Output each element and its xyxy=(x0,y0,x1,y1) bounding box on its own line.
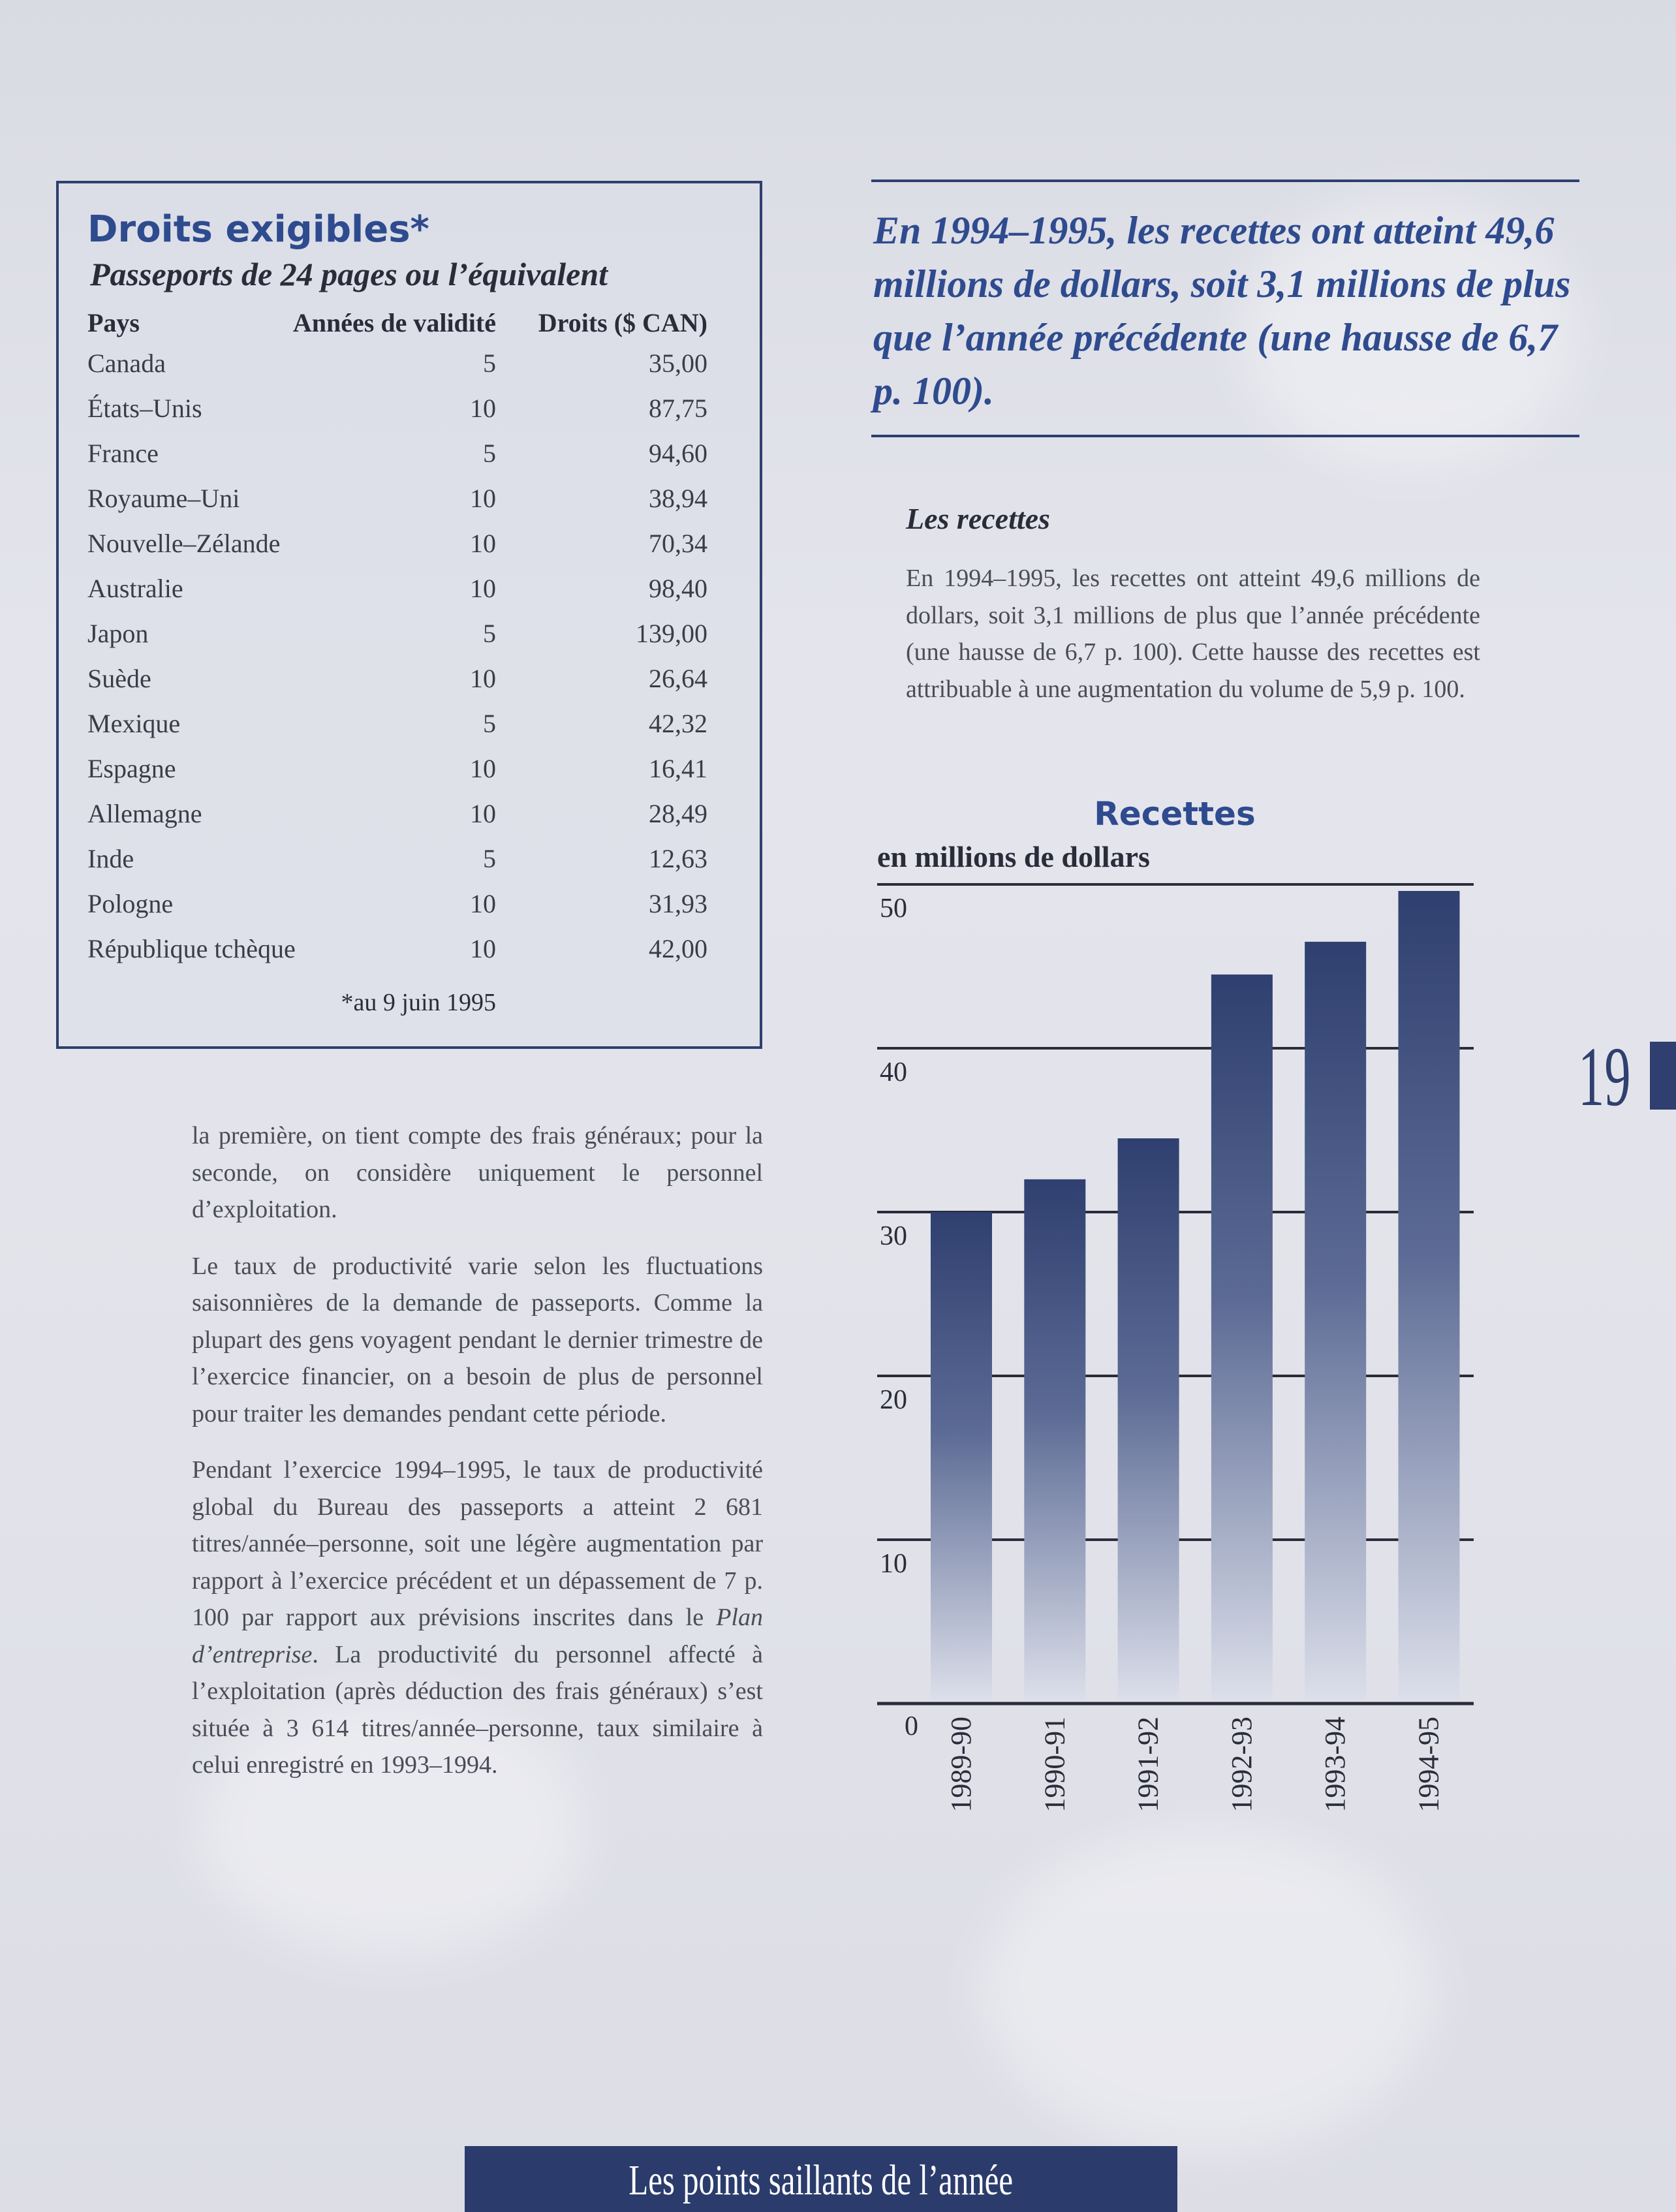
cell-country: Suède xyxy=(87,664,151,693)
cell-years: 5 xyxy=(483,844,496,873)
cell-years: 10 xyxy=(470,934,496,963)
cell-fee: 35,00 xyxy=(649,349,707,378)
cell-fee: 16,41 xyxy=(649,754,707,783)
cell-fee: 87,75 xyxy=(649,394,707,423)
cell-years: 10 xyxy=(470,574,496,603)
left-body-text xyxy=(192,1117,763,1803)
fee-table-title: Droits exigibles* xyxy=(87,208,429,251)
bar xyxy=(1118,1138,1179,1700)
page-tab-marker xyxy=(1650,1042,1676,1110)
cell-fee: 38,94 xyxy=(649,484,707,513)
cell-years: 10 xyxy=(470,799,496,828)
cell-country: Japon xyxy=(87,619,149,648)
table-row xyxy=(59,798,760,843)
table-row xyxy=(59,528,760,573)
header-country: Pays xyxy=(87,308,140,337)
cell-country: Nouvelle–Zélande xyxy=(87,529,281,558)
table-row xyxy=(59,753,760,798)
cell-country: Inde xyxy=(87,844,134,873)
y-tick-label: 20 xyxy=(880,1385,907,1415)
background-light xyxy=(979,1828,1436,2154)
cell-fee: 94,60 xyxy=(649,439,707,468)
cell-country: Espagne xyxy=(87,754,176,783)
table-row xyxy=(59,438,760,483)
highlight-quote: En 1994–1995, les recettes ont atteint 49,6 millions de dollars, soit 3,1 millions de plus que l’année précédente (une hausse de 6,7 p. 100). xyxy=(873,209,1571,413)
footer-label: Les points saillants de l’année xyxy=(628,2157,1014,2204)
cell-years: 10 xyxy=(470,754,496,783)
chart-y-ticks xyxy=(880,894,918,1741)
table-row xyxy=(59,843,760,888)
cell-fee: 139,00 xyxy=(636,619,707,648)
table-row xyxy=(59,348,760,393)
cell-years: 5 xyxy=(483,439,496,468)
plan-reference: Plan d’entreprise xyxy=(192,1604,763,1668)
y-tick-label: 0 xyxy=(905,1711,918,1741)
cell-years: 10 xyxy=(470,529,496,558)
page-number: 19 xyxy=(1578,1030,1631,1124)
cell-country: Pologne xyxy=(87,889,174,918)
cell-years: 5 xyxy=(483,619,496,648)
chart-bars xyxy=(931,891,1460,1700)
cell-years: 10 xyxy=(470,484,496,513)
body-text: Pendant l’exercice 1994–1995, le taux de productivité global du Bureau des passeports a atteint 2 681 titres/année–personne, soit une légère augmentation par rapport à l’exercice précédent et un dépassement de 7 p. 100 par rapport aux prévisions inscrites dans le xyxy=(192,1456,763,1631)
table-row xyxy=(59,618,760,663)
footer-banner xyxy=(465,2146,1177,2212)
y-tick-label: 30 xyxy=(880,1221,907,1251)
cell-years: 5 xyxy=(483,709,496,738)
cell-country: République tchèque xyxy=(87,934,296,963)
cell-fee: 42,00 xyxy=(649,934,707,963)
body-paragraph: Le taux de productivité varie selon les fluctuations saisonnières de la demande de passeports. Comme la plupart des gens voyagent pendant le dernier trimestre de l’exercice financier, on a besoin de plus de personnel pour traiter les demandes pendant cette période. xyxy=(192,1252,763,1427)
table-row xyxy=(59,708,760,753)
body-paragraph: la première, on tient compte des frais généraux; pour la seconde, on considère uniquement le personnel d’exploitation. xyxy=(192,1122,763,1223)
highlight-top-rule xyxy=(871,179,1579,182)
fee-table-box xyxy=(56,181,762,1049)
fee-table-footnote: *au 9 juin 1995 xyxy=(341,989,496,1016)
bar xyxy=(1399,891,1460,1700)
cell-country: Royaume–Uni xyxy=(87,484,240,513)
cell-fee: 70,34 xyxy=(649,529,707,558)
chart-x-ticks xyxy=(945,1717,1445,1813)
body-text: . La productivité du personnel affecté à l’exploitation (après déduction des frais généraux) s’est située à 3 614 titres/année–personne, taux similaire à celui enregistré en 1993–1994. xyxy=(192,1640,763,1779)
chart-title: Recettes xyxy=(1094,795,1256,833)
table-row xyxy=(59,393,760,438)
fee-table-subtitle: Passeports de 24 pages ou l’équivalent xyxy=(90,256,608,292)
highlight-bottom-rule xyxy=(871,435,1579,437)
cell-country: Canada xyxy=(87,349,166,378)
header-fee: Droits ($ CAN) xyxy=(538,308,707,337)
cell-country: États–Unis xyxy=(87,394,202,423)
revenue-bar-chart xyxy=(848,868,1488,1847)
y-tick-label: 10 xyxy=(880,1549,907,1579)
table-row xyxy=(59,483,760,528)
x-tick-label: 1991-92 xyxy=(1132,1717,1164,1813)
cell-years: 10 xyxy=(470,889,496,918)
x-tick-label: 1989-90 xyxy=(945,1717,977,1813)
fee-table-body xyxy=(59,348,760,978)
bar xyxy=(1305,942,1366,1700)
table-row xyxy=(59,888,760,933)
cell-country: Mexique xyxy=(87,709,181,738)
revenue-heading: Les recettes xyxy=(906,502,1050,535)
x-tick-label: 1992-93 xyxy=(1225,1717,1258,1813)
bar xyxy=(1024,1179,1085,1700)
x-tick-label: 1994-95 xyxy=(1412,1717,1445,1813)
cell-country: France xyxy=(87,439,159,468)
x-tick-label: 1990-91 xyxy=(1038,1717,1071,1813)
cell-fee: 12,63 xyxy=(649,844,707,873)
bar xyxy=(1211,974,1273,1700)
cell-fee: 31,93 xyxy=(649,889,707,918)
header-validity: Années de validité xyxy=(292,308,496,337)
x-tick-label: 1993-94 xyxy=(1319,1717,1352,1813)
body-paragraph-productivity xyxy=(192,1452,763,1784)
table-row xyxy=(59,933,760,978)
table-row xyxy=(59,663,760,708)
cell-fee: 28,49 xyxy=(649,799,707,828)
cell-country: Allemagne xyxy=(87,799,202,828)
cell-fee: 98,40 xyxy=(649,574,707,603)
bar xyxy=(931,1212,992,1700)
y-tick-label: 50 xyxy=(880,894,907,924)
cell-fee: 42,32 xyxy=(649,709,707,738)
cell-years: 10 xyxy=(470,664,496,693)
y-tick-label: 40 xyxy=(880,1057,907,1087)
revenue-paragraph: En 1994–1995, les recettes ont atteint 49,6 millions de dollars, soit 3,1 millions de plus que l’année précédente (une hausse de 6,7 p. 100). Cette hausse des recettes est attribuable à une augmentation du volume de 5,9 p. 100. xyxy=(906,565,1480,703)
table-row xyxy=(59,573,760,618)
cell-country: Australie xyxy=(87,574,183,603)
cell-fee: 26,64 xyxy=(649,664,707,693)
cell-years: 5 xyxy=(483,349,496,378)
cell-years: 10 xyxy=(470,394,496,423)
chart-y-label: en millions de dollars xyxy=(877,840,1150,873)
